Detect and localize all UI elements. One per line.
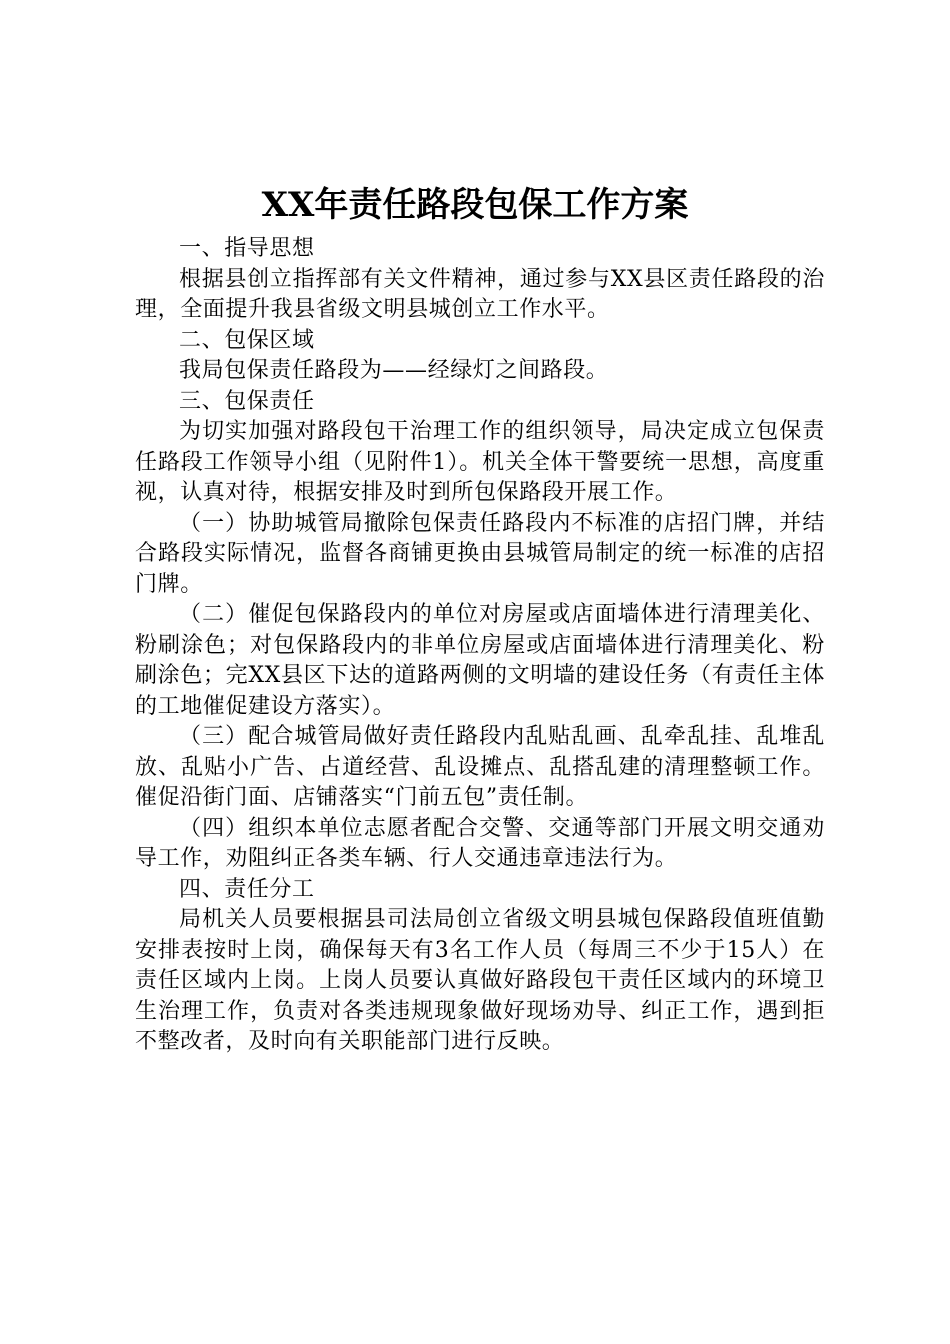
paragraph-guiding-thought: 根据县创立指挥部有关文件精神，通过参与XX县区责任路段的治理，全面提升我县省级文明县城创立工作水平。 [135,266,825,322]
section-heading-division: 四、责任分工 [179,876,315,902]
paragraph-responsibility-1: （一）协助城管局撤除包保责任路段内不标准的店招门牌，并结合路段实际情况，监督各商铺更换由县城管局制定的统一标准的店招门牌。 [135,510,825,597]
section-heading-area: 二、包保区域 [179,327,315,353]
document-title: XX年责任路段包保工作方案 [261,185,689,225]
paragraph-responsibility-3: （三）配合城管局做好责任路段内乱贴乱画、乱牵乱挂、乱堆乱放、乱贴小广告、占道经营、乱设摊点、乱搭乱建的清理整顿工作。催促沿街门面、店铺落实“门前五包”责任制。 [135,724,825,810]
paragraph-responsibility-2: （二）催促包保路段内的单位对房屋或店面墙体进行清理美化、粉刷涂色；对包保路段内的非单位房屋或店面墙体进行清理美化、粉刷涂色；完XX县区下达的道路两侧的文明墙的建设任务（有责任主体的工地催促建设方落实）。 [135,602,825,719]
section-heading-guiding-thought: 一、指导思想 [179,236,315,261]
paragraph-division: 局机关人员要根据县司法局创立省级文明县城包保路段值班值勤安排表按时上岗，确保每天有3名工作人员（每周三不少于15人）在责任区域内上岗。上岗人员要认真做好路段包干责任区域内的环境卫生治理工作，负责对各类违规现象做好现场劝导、纠正工作，遇到拒不整改者，及时向有关职能部门进行反映。 [135,907,825,1054]
paragraph-area: 我局包保责任路段为——经绿灯之间路段。 [179,358,609,383]
paragraph-responsibility-intro: 为切实加强对路段包干治理工作的组织领导，局决定成立包保责任路段工作领导小组（见附件1）。机关全体干警要统一思想，高度重视，认真对待，根据安排及时到所包保路段开展工作。 [135,419,825,505]
document-body [135,234,825,1058]
section-heading-responsibility: 三、包保责任 [179,388,315,414]
paragraph-responsibility-4: （四）组织本单位志愿者配合交警、交通等部门开展文明交通劝导工作，劝阻纠正各类车辆、行人交通违章违法行为。 [135,815,825,871]
